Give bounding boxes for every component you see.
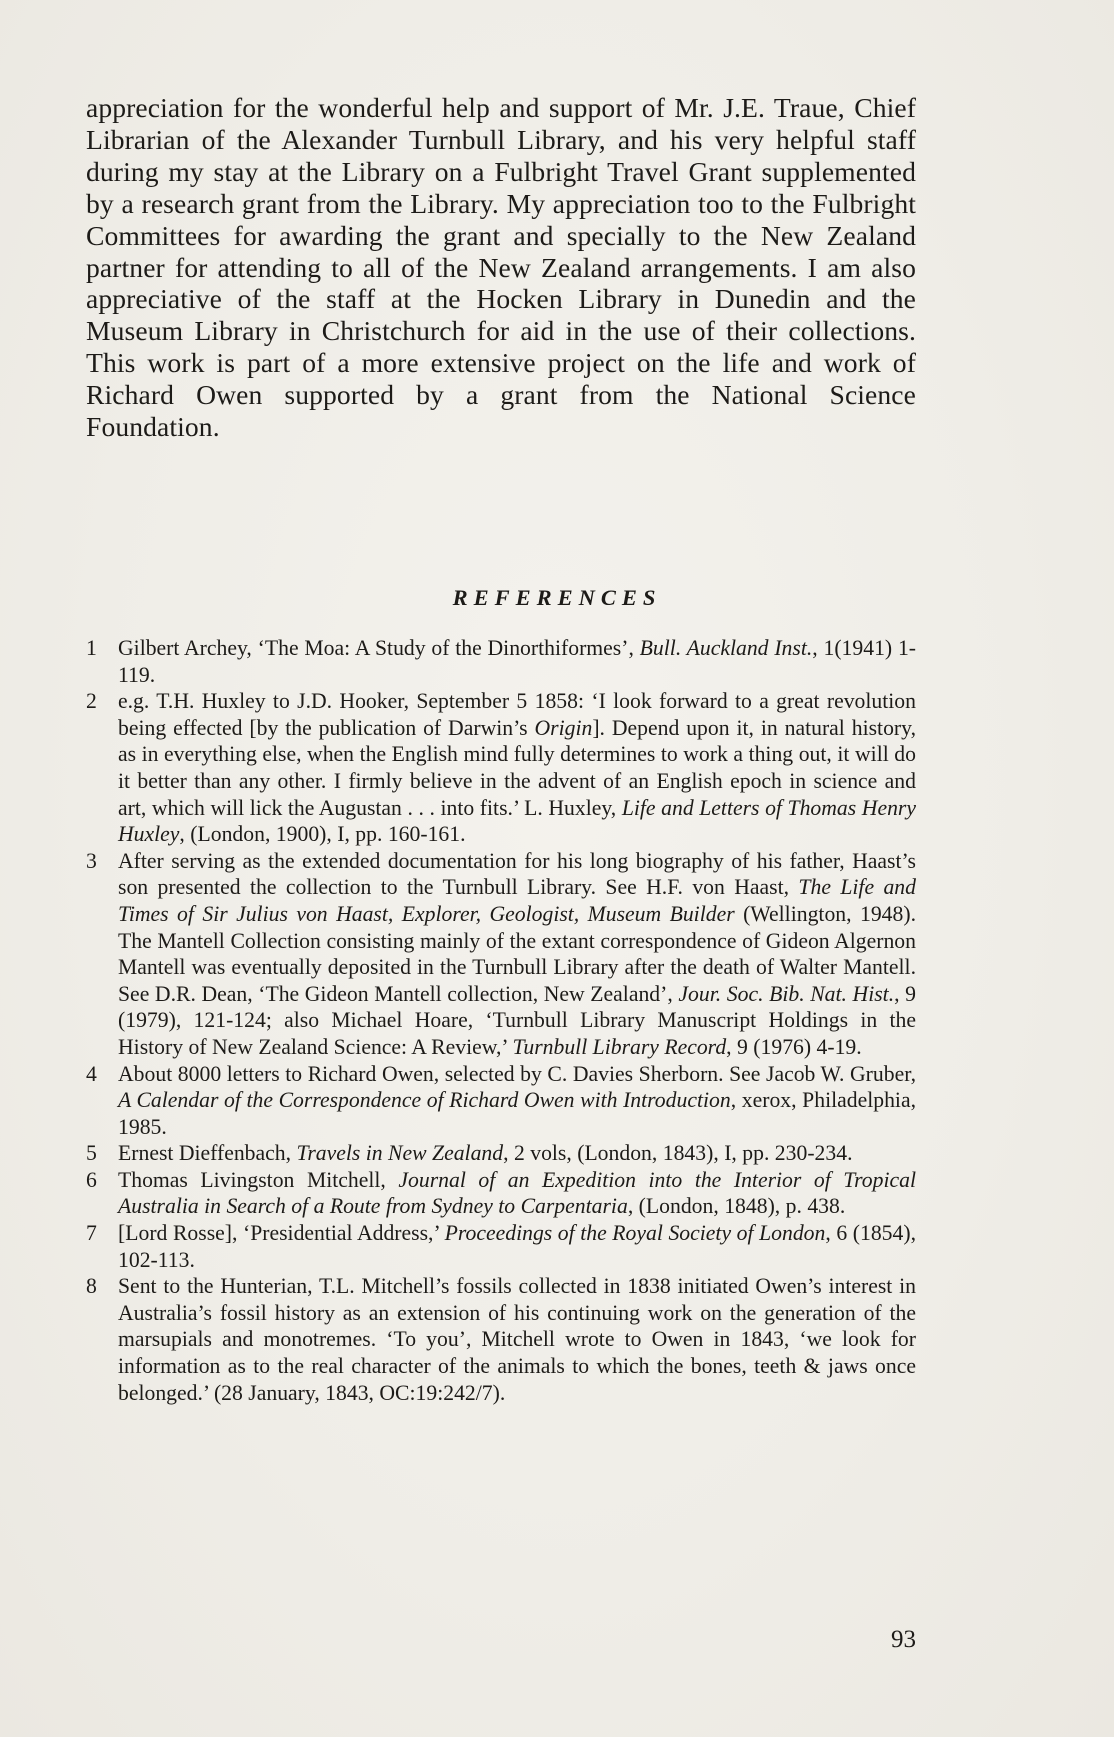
reference-text-run: [Lord Rosse], ‘Presidential Address,’ <box>118 1221 445 1246</box>
reference-italic-title: Journal of an Expedition into the Interior of Tropical Australia in Search of a Route from Sydney to Carpentaria <box>118 1167 916 1219</box>
reference-text <box>118 1141 853 1165</box>
reference-text <box>118 849 916 1059</box>
reference-text-run: Thomas Livingston Mitchell, <box>118 1167 399 1192</box>
reference-text-run: About 8000 letters to Richard Owen, selected by C. Davies Sherborn. See Jacob W. Gruber, <box>118 1061 916 1086</box>
reference-text-run: Sent to the Hunterian, T.L. Mitchell’s fossils collected in 1838 initiated Owen’s interest in Australia’s fossil history as an extension of his continuing work on the generation of the marsupials and monotremes. ‘To you’, Mitchell wrote to Owen in 1843, ‘we look for information as to the real character of the animals to which the bones, teeth & jaws once belonged.’ (28 January, 1843, OC:19:242/7). <box>118 1274 916 1405</box>
reference-italic-title: Turnbull Library Record <box>512 1034 727 1059</box>
reference-text <box>118 636 916 687</box>
reference-text-run: After serving as the extended documentation for his long biography of his father, Haast’s son presented the collection to the Turnbull Library. See H.F. von Haast, <box>118 848 916 900</box>
reference-italic-title: Proceedings of the Royal Society of London <box>444 1221 826 1246</box>
page-number: 93 <box>891 1626 916 1653</box>
reference-text <box>118 689 916 846</box>
reference-text-run: e.g. T.H. Huxley to J.D. Hooker, September 5 1858: ‘I look forward to a great revolution being effected [by the publication of Darwin’s <box>118 689 916 740</box>
reference-item <box>86 688 916 848</box>
reference-text-run: , (London, 1848), p. 438. <box>627 1194 846 1219</box>
reference-number: 4 <box>86 1061 97 1086</box>
reference-item <box>86 1220 916 1273</box>
reference-item <box>86 1273 916 1406</box>
reference-text <box>118 1221 916 1272</box>
reference-number: 1 <box>86 636 97 660</box>
reference-item <box>86 1140 916 1167</box>
reference-text <box>118 1062 916 1139</box>
reference-text-run: , 9 (1979), 121-124; also Michael Hoare, ‘Turnbull Library Manuscript Holdings in the History of New Zealand Science: A Review,’ <box>118 981 916 1059</box>
reference-number: 5 <box>86 1141 97 1166</box>
references-list <box>86 635 916 1406</box>
reference-number: 6 <box>86 1167 97 1192</box>
reference-text-run: , 1(1941) 1-119. <box>118 636 917 687</box>
acknowledgement-paragraph: appreciation for the wonderful help and support of Mr. J.E. Traue, Chief Librarian of the Alexander Turnbull Library, and his very helpful staff during my stay at the Library on a Fulbright Travel Grant supplemented by a research grant from the Library. My appreciation too to the Fulbright Committees for awarding the grant and specially to the New Zealand partner for attending to all of the New Zealand arrangements. I am also appreciative of the staff at the Hocken Library in Dunedin and the Museum Library in Christchurch for aid in the use of their collections. This work is part of a more extensive project on the life and work of Richard Owen supported by a grant from the National Science Foundation. <box>86 92 916 443</box>
reference-number: 8 <box>86 1274 97 1299</box>
reference-italic-title: Origin <box>534 715 593 740</box>
reference-text <box>118 1168 916 1219</box>
reference-italic-title: A Calendar of the Correspondence of Richard Owen with Introduction <box>118 1088 731 1113</box>
reference-text-run: , 6 (1854), 102-113. <box>118 1221 916 1272</box>
reference-text-run: , xerox, Philadelphia, 1985. <box>118 1088 917 1139</box>
reference-number: 2 <box>86 689 97 714</box>
reference-text-run: (Wellington, 1948). The Mantell Collection consisting mainly of the extant correspondence of Gideon Algernon Mantell was eventually deposited in the Turnbull Library after the death of Walter Mantell. See D.R. Dean, ‘The Gideon Mantell collection, New Zealand’, <box>118 901 917 1006</box>
reference-number: 3 <box>86 848 97 873</box>
reference-italic-title: Travels in New Zealand <box>296 1141 504 1166</box>
reference-item <box>86 635 916 688</box>
reference-number: 7 <box>86 1221 97 1246</box>
reference-text-run: , (London, 1900), I, pp. 160-161. <box>179 822 466 847</box>
references-heading: REFERENCES <box>452 585 662 610</box>
reference-italic-title: Bull. Auckland Inst. <box>639 636 813 660</box>
reference-text-run: , 2 vols, (London, 1843), I, pp. 230-234. <box>503 1141 853 1166</box>
reference-text-run: ]. Depend upon it, in natural history, as in everything else, when the English mind fully determines to work a thing out, it will do it better than any other. I firmly believe in the advent of an English epoch in science and art, which will lick the Augustan . . . into fits.’ L. Huxley, <box>118 715 916 820</box>
reference-text-run: , 9 (1976) 4-19. <box>726 1034 862 1059</box>
reference-item <box>86 1061 916 1141</box>
reference-italic-title: Jour. Soc. Bib. Nat. Hist. <box>678 981 895 1006</box>
reference-item <box>86 1167 916 1220</box>
reference-text-run: Gilbert Archey, ‘The Moa: A Study of the Dinorthiformes’, <box>118 636 640 660</box>
reference-italic-title: The Life and Times of Sir Julius von Haast, Explorer, Geologist, Museum Builder <box>118 875 916 926</box>
reference-text-run: Ernest Dieffenbach, <box>118 1141 297 1166</box>
reference-item <box>86 848 916 1061</box>
reference-text <box>118 1274 916 1404</box>
reference-italic-title: Life and Letters of Thomas Henry Huxley <box>118 795 916 847</box>
